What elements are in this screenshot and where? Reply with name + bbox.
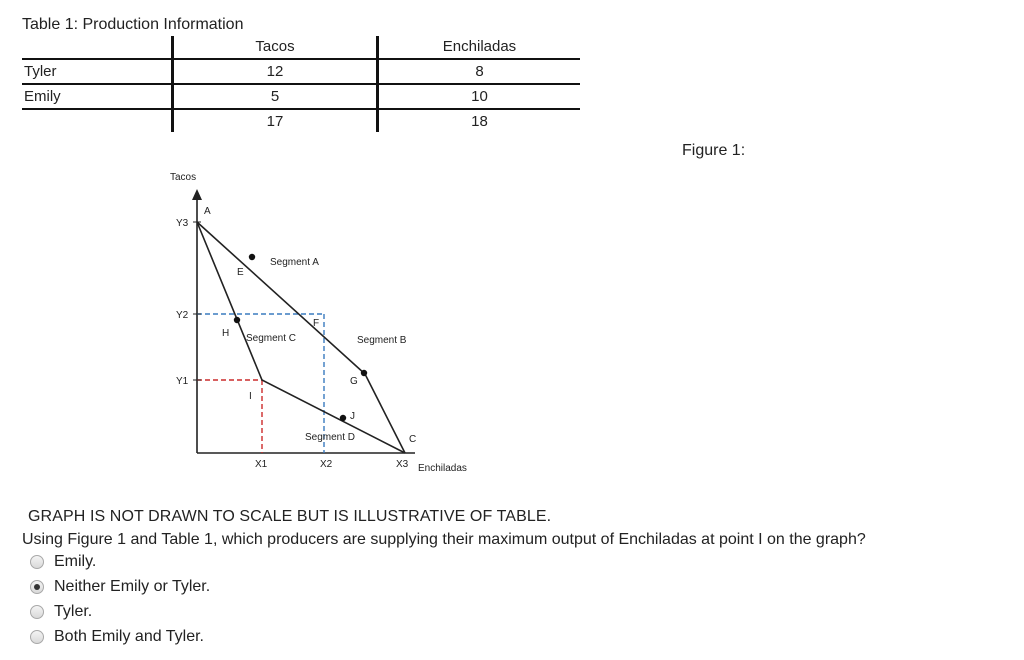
row-enchiladas: 10 bbox=[471, 88, 488, 105]
x-axis-label: Enchiladas bbox=[418, 463, 467, 474]
option-emily[interactable] bbox=[30, 551, 96, 573]
y-axis-label: Tacos bbox=[170, 172, 197, 183]
tick-label-y3: Y3 bbox=[176, 218, 189, 229]
option-label: Emily. bbox=[54, 553, 97, 570]
point-label-i: I bbox=[249, 391, 252, 402]
row-enchiladas: 8 bbox=[475, 63, 484, 80]
row-tacos: 5 bbox=[270, 88, 280, 105]
disclaimer: GRAPH IS NOT DRAWN TO SCALE BUT IS ILLUSTRATIVE OF TABLE. bbox=[28, 508, 552, 525]
point-label-a: A bbox=[204, 206, 211, 217]
table-rule bbox=[22, 58, 580, 60]
point-label-j: J bbox=[350, 411, 355, 422]
production-table bbox=[22, 34, 580, 134]
radio-button[interactable] bbox=[30, 605, 44, 619]
header-enchiladas: Enchiladas bbox=[442, 38, 517, 55]
tick-label-x1: X1 bbox=[255, 459, 268, 470]
segment-label-d: Segment D bbox=[305, 432, 356, 443]
question-text: Using Figure 1 and Table 1, which producers are supplying their maximum output of Enchiladas at point I on the graph? bbox=[22, 531, 866, 548]
row-name: Tyler bbox=[24, 63, 57, 80]
option-tyler[interactable] bbox=[30, 601, 92, 623]
option-both[interactable] bbox=[30, 626, 204, 648]
point-label-e: E bbox=[237, 267, 244, 278]
radio-button-selected[interactable] bbox=[30, 580, 44, 594]
segment-label-c: Segment C bbox=[246, 333, 297, 344]
point-g-dot bbox=[361, 370, 367, 376]
option-label: Neither Emily or Tyler. bbox=[54, 578, 211, 595]
row-tacos: 12 bbox=[266, 63, 284, 80]
figure-label: Figure 1: bbox=[682, 142, 746, 159]
option-label: Both Emily and Tyler. bbox=[54, 628, 204, 645]
tick-label-y1: Y1 bbox=[176, 376, 189, 387]
header-tacos: Tacos bbox=[255, 38, 295, 55]
option-neither[interactable] bbox=[30, 576, 210, 598]
total-tacos: 17 bbox=[266, 113, 284, 130]
tick-label-x3: X3 bbox=[396, 459, 409, 470]
point-h-dot bbox=[234, 317, 240, 323]
point-label-f: F bbox=[313, 318, 320, 329]
segment-label-a: Segment A bbox=[270, 257, 319, 268]
tick-label-y2: Y2 bbox=[176, 310, 189, 321]
tick-label-x2: X2 bbox=[320, 459, 333, 470]
point-e-dot bbox=[249, 254, 255, 260]
option-label: Tyler. bbox=[54, 603, 93, 620]
total-enchiladas: 18 bbox=[471, 113, 488, 130]
point-label-c: C bbox=[409, 434, 417, 445]
table-caption: Table 1: Production Information bbox=[22, 16, 244, 33]
table-rule bbox=[22, 83, 580, 85]
ppf-diagram bbox=[160, 160, 500, 480]
row-name: Emily bbox=[24, 88, 61, 105]
y-axis-arrow-icon bbox=[192, 189, 202, 200]
radio-button[interactable] bbox=[30, 555, 44, 569]
segment-label-b: Segment B bbox=[357, 335, 407, 346]
point-j-dot bbox=[340, 415, 346, 421]
point-label-h: H bbox=[222, 328, 230, 339]
axes bbox=[192, 189, 415, 453]
radio-button[interactable] bbox=[30, 630, 44, 644]
table-rule bbox=[22, 108, 580, 110]
point-label-g: G bbox=[350, 376, 358, 387]
